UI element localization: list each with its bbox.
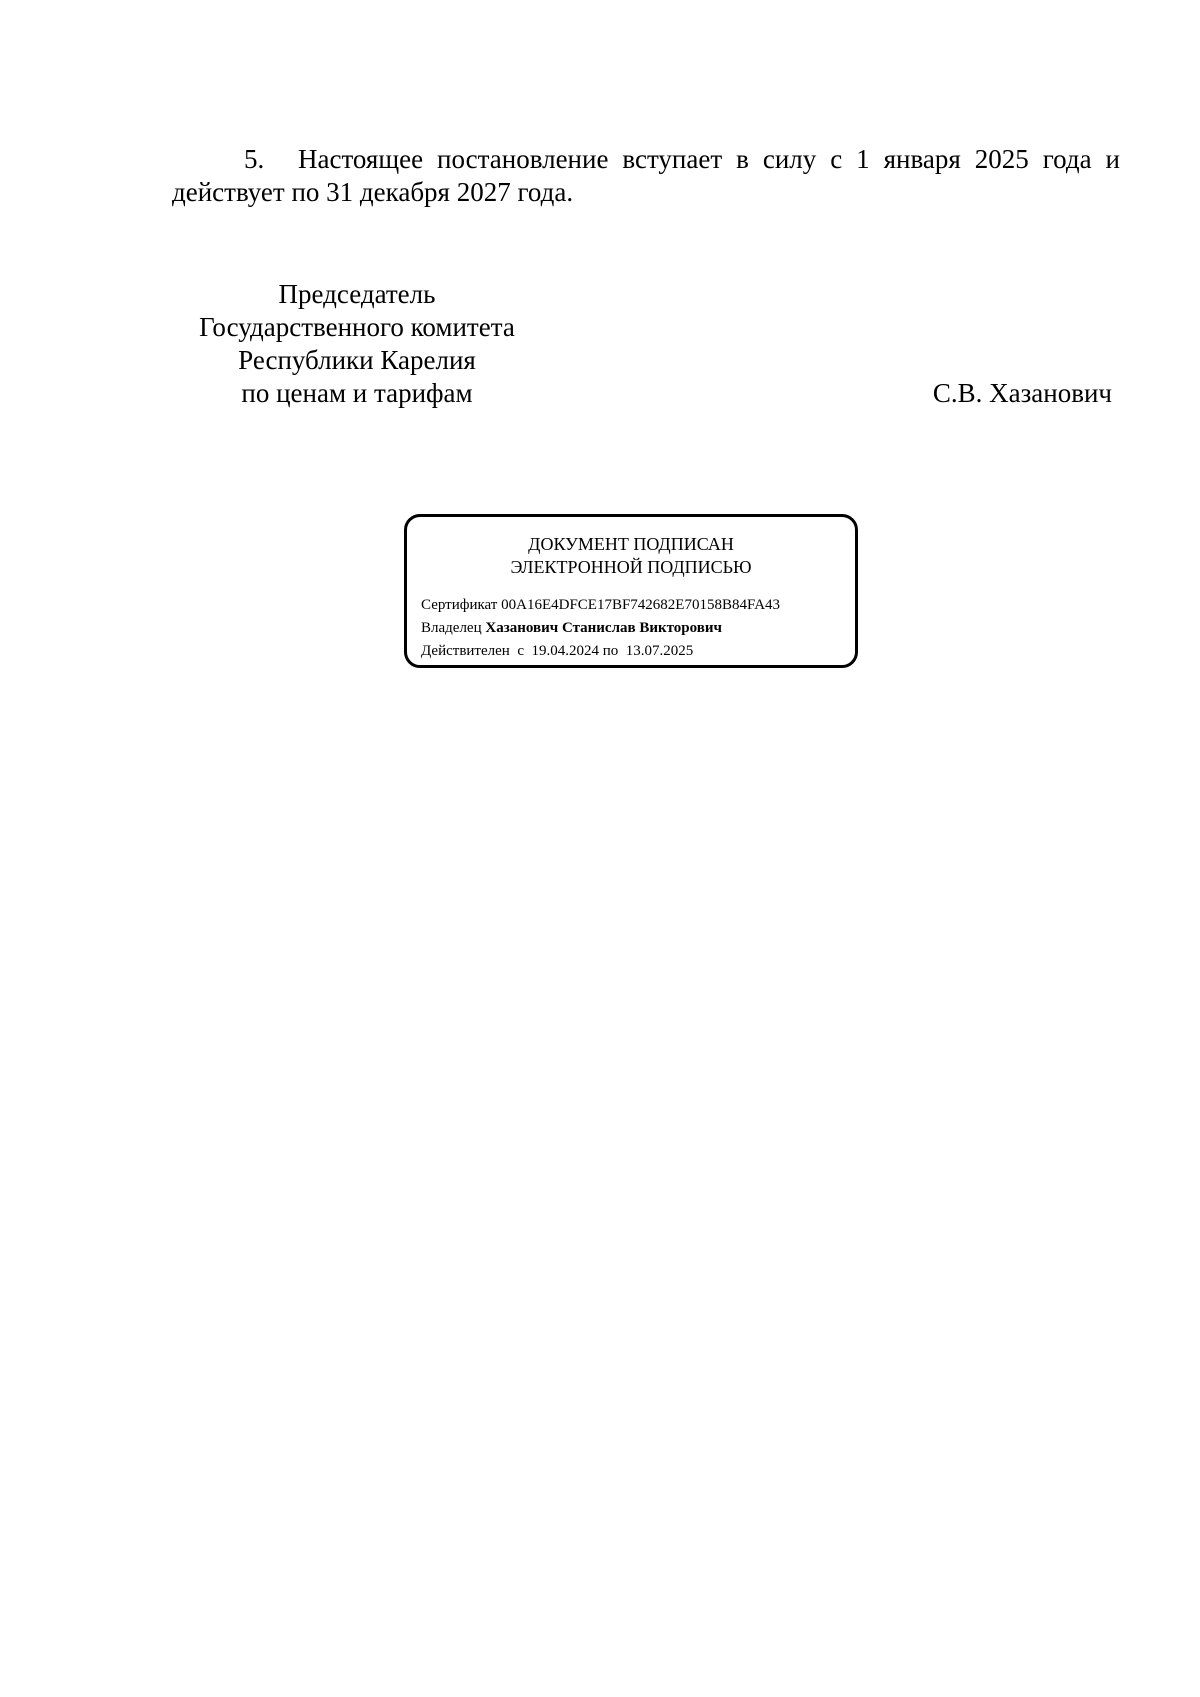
certificate-value: 00A16E4DFCE17BF742682E70158B84FA43 [501, 597, 781, 613]
position-line: Республики Карелия [238, 345, 476, 375]
electronic-signature-stamp [404, 514, 858, 668]
signatory-position [172, 278, 542, 410]
paragraph-number: 5. [244, 144, 265, 174]
valid-label: Действителен [421, 643, 510, 659]
stamp-details [421, 594, 847, 663]
validity-line [421, 640, 847, 663]
paragraph-text: Настоящее постановление вступает в силу с 1 января 2025 года и действует по 31 декабря 2027 года. [172, 144, 1120, 207]
valid-from-label: с [517, 643, 524, 659]
owner-value: Хазанович Станислав Викторович [485, 620, 722, 636]
paragraph-5 [172, 143, 1120, 209]
position-line: Председатель [278, 279, 436, 309]
valid-to-date: 13.07.2025 [625, 643, 694, 659]
certificate-label: Сертификат [421, 597, 498, 613]
valid-from-date: 19.04.2024 [531, 643, 599, 659]
stamp-title [407, 533, 855, 579]
stamp-title-line: ЭЛЕКТРОННОЙ ПОДПИСЬЮ [510, 557, 752, 577]
position-line: Государственного комитета [199, 312, 515, 342]
stamp-title-line: ДОКУМЕНТ ПОДПИСАН [528, 534, 734, 554]
certificate-line [421, 594, 847, 617]
signatory-name: С.В. Хазанович [932, 378, 1112, 408]
owner-label: Владелец [421, 620, 482, 636]
owner-line [421, 617, 847, 640]
position-line: по ценам и тарифам [241, 378, 473, 408]
valid-to-label: по [602, 643, 619, 659]
